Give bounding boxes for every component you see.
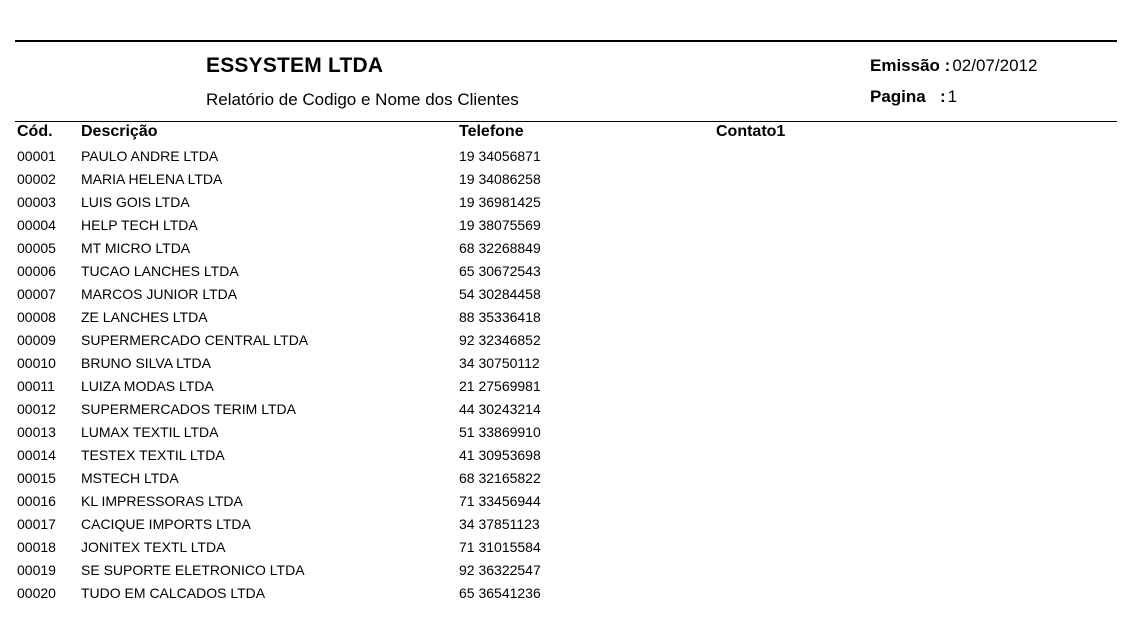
- cell-descricao: MARCOS JUNIOR LTDA: [81, 286, 238, 302]
- table-row: [0, 238, 1132, 261]
- cell-cod: 00007: [17, 286, 56, 302]
- cell-telefone: 92 32346852: [459, 332, 541, 348]
- cell-cod: 00013: [17, 424, 56, 440]
- cell-telefone: 54 30284458: [459, 286, 541, 302]
- table-row: [0, 537, 1132, 560]
- emission-date: [870, 56, 1037, 76]
- table-row: [0, 146, 1132, 169]
- table-row: [0, 169, 1132, 192]
- table-row: [0, 514, 1132, 537]
- report-subtitle: Relatório de Codigo e Nome dos Clientes: [206, 90, 519, 109]
- table-row: [0, 399, 1132, 422]
- cell-cod: 00002: [17, 171, 56, 187]
- cell-descricao: LUIS GOIS LTDA: [81, 194, 190, 210]
- cell-cod: 00020: [17, 585, 56, 601]
- cell-telefone: 34 30750112: [459, 355, 540, 371]
- cell-descricao: TUCAO LANCHES LTDA: [81, 263, 239, 279]
- cell-telefone: 71 33456944: [459, 493, 541, 509]
- cell-telefone: 19 34086258: [459, 171, 541, 187]
- cell-descricao: SUPERMERCADOS TERIM LTDA: [81, 401, 296, 417]
- table-row: [0, 583, 1132, 606]
- column-header-telefone: Telefone: [459, 123, 524, 140]
- emission-separator: :: [944, 56, 951, 75]
- cell-telefone: 88 35336418: [459, 309, 541, 325]
- cell-telefone: 65 36541236: [459, 585, 541, 601]
- cell-telefone: 51 33869910: [459, 424, 541, 440]
- column-headers: [0, 123, 1132, 143]
- cell-telefone: 65 30672543: [459, 263, 541, 279]
- page-label: Pagina: [870, 87, 926, 106]
- table-row: [0, 560, 1132, 583]
- cell-descricao: SUPERMERCADO CENTRAL LTDA: [81, 332, 309, 348]
- cell-descricao: MSTECH LTDA: [81, 470, 179, 486]
- table-row: [0, 192, 1132, 215]
- table-row: [0, 376, 1132, 399]
- table-row: [0, 422, 1132, 445]
- cell-telefone: 68 32268849: [459, 240, 541, 256]
- cell-telefone: 34 37851123: [459, 516, 540, 532]
- company-name: ESSYSTEM LTDA: [206, 54, 384, 77]
- cell-cod: 00016: [17, 493, 56, 509]
- cell-cod: 00018: [17, 539, 56, 555]
- header-top-rule: [15, 40, 1117, 42]
- cell-telefone: 44 30243214: [459, 401, 541, 417]
- table-row: [0, 353, 1132, 376]
- cell-cod: 00019: [17, 562, 56, 578]
- cell-descricao: MT MICRO LTDA: [81, 240, 191, 256]
- cell-telefone: 41 30953698: [459, 447, 541, 463]
- cell-descricao: JONITEX TEXTL LTDA: [81, 539, 226, 555]
- cell-descricao: TESTEX TEXTIL LTDA: [81, 447, 225, 463]
- table-row: [0, 445, 1132, 468]
- cell-cod: 00017: [17, 516, 56, 532]
- table-row: [0, 215, 1132, 238]
- client-list: [0, 146, 1132, 606]
- cell-descricao: LUIZA MODAS LTDA: [81, 378, 214, 394]
- cell-telefone: 19 36981425: [459, 194, 541, 210]
- column-header-cod: Cód.: [17, 123, 53, 140]
- cell-cod: 00005: [17, 240, 56, 256]
- table-row: [0, 468, 1132, 491]
- cell-descricao: PAULO ANDRE LTDA: [81, 148, 219, 164]
- cell-cod: 00015: [17, 470, 56, 486]
- cell-telefone: 21 27569981: [459, 378, 541, 394]
- cell-cod: 00011: [17, 378, 55, 394]
- page-number: [870, 87, 957, 107]
- table-row: [0, 284, 1132, 307]
- header-bottom-rule: [15, 121, 1117, 122]
- cell-cod: 00004: [17, 217, 56, 233]
- cell-telefone: 19 34056871: [459, 148, 541, 164]
- cell-cod: 00003: [17, 194, 56, 210]
- cell-descricao: SE SUPORTE ELETRONICO LTDA: [81, 562, 305, 578]
- cell-cod: 00014: [17, 447, 56, 463]
- page-separator: :: [940, 87, 946, 106]
- cell-cod: 00006: [17, 263, 56, 279]
- page-value: 1: [947, 87, 958, 106]
- cell-descricao: LUMAX TEXTIL LTDA: [81, 424, 219, 440]
- cell-descricao: KL IMPRESSORAS LTDA: [81, 493, 243, 509]
- cell-cod: 00010: [17, 355, 56, 371]
- cell-descricao: MARIA HELENA LTDA: [81, 171, 223, 187]
- emission-label: Emissão: [870, 56, 940, 75]
- table-row: [0, 261, 1132, 284]
- table-row: [0, 491, 1132, 514]
- table-row: [0, 307, 1132, 330]
- cell-telefone: 68 32165822: [459, 470, 541, 486]
- cell-telefone: 71 31015584: [459, 539, 541, 555]
- emission-value: 02/07/2012: [952, 56, 1038, 75]
- cell-descricao: ZE LANCHES LTDA: [81, 309, 208, 325]
- cell-descricao: BRUNO SILVA LTDA: [81, 355, 211, 371]
- cell-cod: 00001: [17, 148, 56, 164]
- cell-telefone: 92 36322547: [459, 562, 541, 578]
- column-header-descricao: Descrição: [81, 123, 158, 140]
- cell-descricao: CACIQUE IMPORTS LTDA: [81, 516, 251, 532]
- table-row: [0, 330, 1132, 353]
- cell-descricao: TUDO EM CALCADOS LTDA: [81, 585, 266, 601]
- cell-cod: 00012: [17, 401, 56, 417]
- cell-cod: 00008: [17, 309, 56, 325]
- cell-telefone: 19 38075569: [459, 217, 541, 233]
- cell-cod: 00009: [17, 332, 56, 348]
- cell-descricao: HELP TECH LTDA: [81, 217, 198, 233]
- column-header-contato: Contato1: [716, 123, 786, 140]
